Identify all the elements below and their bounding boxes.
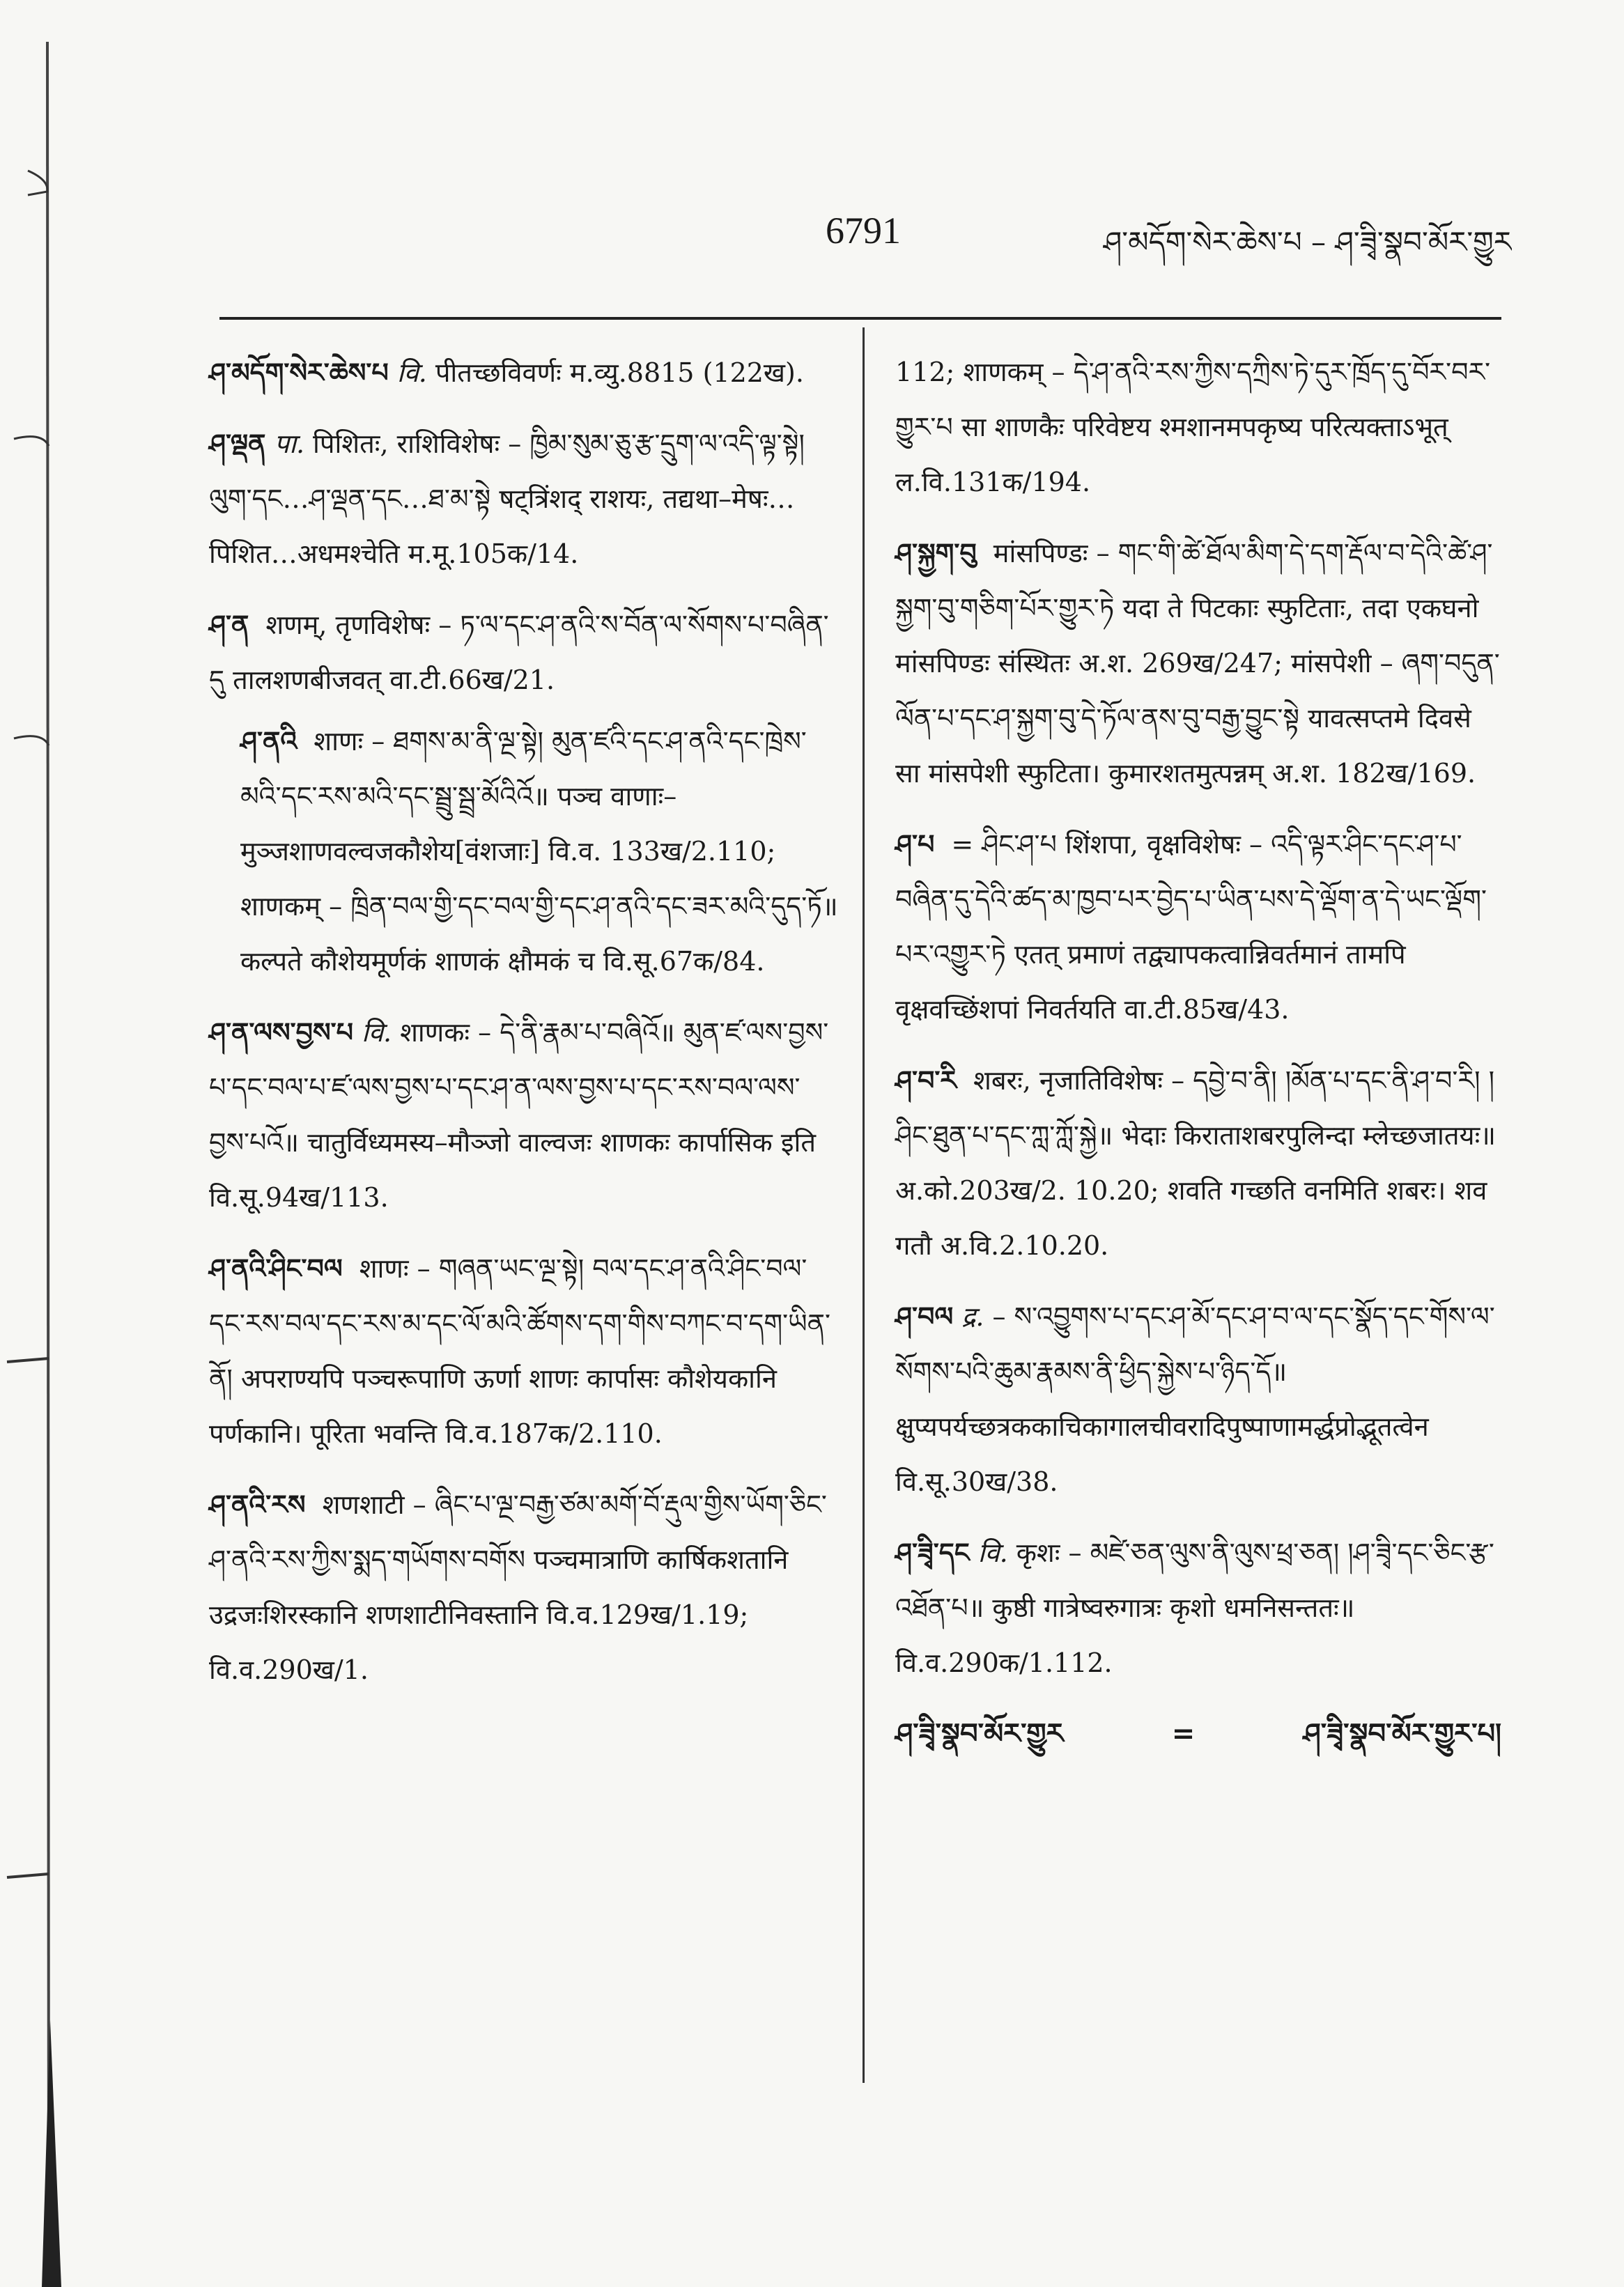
entry-body: शबरः, नृजातिविशेषः – དབྱེ་བ་ནི། །མོན་པ་དང་ནི་ཤ་བ་རི། །ཤིང་ཐུན་པ་དང་ཀླ་ཀློ་སྐྱེ॥ भेदाः किराताशबरपुलिन्दा म्लेच्छजातयः॥ अ.को.203ख/2. 10.20; शवति गच्छति वनमिति शबरः। शव गतौ अ.वि.2.10.20. bbox=[895, 1065, 1497, 1261]
entry-body: मांसपिण्डः – གང་གི་ཚེ་ཐོལ་མིག་དེ་དག་རྡོལ་བ་དེའི་ཚེ་ཤ་སྐྱག་བུ་གཅིག་པོར་གྱུར་ཏེ यदा ते पिटकाः स्फुटिताः, तदा एकघनो मांसपिण्डः संस्थितः अ.श. 269ख/247; मांसपेशी – ཞག་བདུན་ལོན་པ་དང་ཤ་སྐྱག་བུ་དེ་ཏོལ་ནས་བུ་བརྒྱ་བྱུང་སྟེ यावत्सप्तमे दिवसे सा मांसपेशी स्फुटिता। कुमारशतमुत्पन्नम् अ.श. 182ख/169. bbox=[895, 538, 1500, 789]
entry-grammar: पा. bbox=[274, 428, 305, 459]
entry-headword: ཤ་ནའི་ཤིང་བལ bbox=[209, 1253, 343, 1284]
entry-headword: ཤ་ན་ལས་བྱས་པ bbox=[209, 1016, 353, 1048]
entry-headword: ཤ་ལྡན bbox=[209, 428, 266, 459]
entry-headword: ཤ་སྐྱག་བུ bbox=[895, 537, 977, 568]
entry-body: कृशः – མཛེ་ཅན་ལུས་ནི་ལུས་ཕྲ་ཅན། །ཤ་ཟྭི་དང་ཅིང་རྩ་འཐོན་པ॥ कुष्ठी गात्रेष्वरुगात्रः कृशो धमनिसन्ततः॥ वि.व.290क/1.112. bbox=[895, 1537, 1494, 1678]
dictionary-entry bbox=[209, 416, 840, 582]
entry-headword: ཤ་བ་རི bbox=[895, 1064, 957, 1096]
dictionary-entry bbox=[209, 1477, 840, 1698]
dictionary-entry bbox=[209, 1005, 840, 1225]
dictionary-entry bbox=[895, 816, 1501, 1037]
entry-body: शणम्, तृणविशेषः – ཏ་ལ་དང་ཤ་ནའི་ས་བོན་ལ་སོགས་པ་བཞིན་དུ तालशणबीजवत् वा.टी.66ख/21. bbox=[209, 610, 829, 695]
dictionary-subentry bbox=[209, 713, 840, 989]
entry-headword: ཤ་མདོག་སེར་ཆེས་པ bbox=[209, 357, 389, 388]
page-number: 6791 bbox=[826, 210, 901, 251]
entry-body: – ས་འབྱུགས་པ་དང་ཤ་མོ་དང་ཤ་བ་ལ་དང་སྣོད་དང་གོས་ལ་སོགས་པའི་ཆུམ་རྣམས་ནི་ཕྱིད་སྐྱེས་པ་ཉིད་དོ॥ क्षुप्यपर्यच्छत्रककाचिकागालचीवरादिपुष्पाणामर्द्धप्रोद्भूतत्वेन वि.सू.30ख/38. bbox=[895, 1301, 1495, 1497]
entry-headword: ཤ་ཟྭི་དང bbox=[895, 1537, 970, 1568]
dictionary-entry bbox=[895, 1053, 1501, 1273]
dictionary-entry bbox=[209, 345, 840, 401]
dictionary-entry bbox=[209, 597, 840, 708]
entry-body: शणशाटी – ཞིང་པ་ལྔ་བརྒྱ་ཙམ་མགོ་བོ་རྡུལ་གྱིས་ཡོག་ཅིང་ཤ་ནའི་རས་ཀྱིས་སྨད་གཡོགས་བགོས पञ्चमात्राणि कार्षिकशतानि उद्रजःशिरस्कानि शणशाटीनिवस्तानि वि.व.129ख/1.19; वि.व.290ख/1. bbox=[209, 1489, 827, 1685]
entry-grammar: वि. bbox=[362, 1017, 392, 1048]
dictionary-entry-continuation bbox=[895, 345, 1501, 510]
header-rule bbox=[219, 317, 1501, 320]
entry-grammar: वि. bbox=[396, 357, 427, 388]
dictionary-entry bbox=[895, 525, 1501, 801]
entry-body: पीतच्छविवर्णः म.व्यु.8815 (122ख). bbox=[435, 357, 804, 388]
entry-headword: ཤ་བལ bbox=[895, 1301, 954, 1332]
entry-grammar: द्र. bbox=[961, 1301, 984, 1332]
cross-reference-target: ཤ་ཟྭི་སྣབ་མོར་གྱུར་པ། bbox=[1303, 1717, 1501, 1750]
entry-grammar: वि. bbox=[977, 1537, 1008, 1568]
right-column bbox=[895, 345, 1501, 1761]
dictionary-entry bbox=[895, 1289, 1501, 1510]
equals-sign: = bbox=[1171, 1717, 1196, 1750]
entry-body: शाणः – ཐགས་མ་ནི་ལྔ་སྟེ། མུན་ཛའི་དང་ཤ་ནའི་དང་ཁྲེས་མའི་དང་རས་མའི་དང་སྦྲུ་སྦྲ་མོའིའོ॥ पञ्च वाणाः–मुञ्जशाणवल्वजकौशेय[वंशजाः] वि.व. 133ख/2.110; शाणकम् – ཁྲིན་བལ་གྱི་དང་བལ་གྱི་དང་ཤ་ནའི་དང་ཟར་མའི་དུད་ཏོ॥ कल्पते कौशेयमूर्णकं शाणकं क्षौमकं च वि.सू.67क/84. bbox=[240, 726, 838, 977]
column-rule bbox=[863, 327, 865, 2083]
entry-body: शाणकः – དེ་ནི་རྣམ་པ་བཞིའོ॥ མུན་ཛ་ལས་བྱས་པ་དང་བལ་པ་ཛ་ལས་བྱས་པ་དང་ཤ་ན་ལས་བྱས་པ་དང་རས་བལ་ལས་བྱས་པའོ॥ चातुर्विध्यमस्य–मौञ्जो वाल्वजः शाणकः कार्पासिक इति वि.सू.94ख/113. bbox=[209, 1017, 829, 1213]
cross-reference-entry bbox=[895, 1706, 1501, 1761]
entry-headword: ཤ་པ bbox=[895, 828, 935, 860]
entry-headword: ཤ་ནའི bbox=[240, 725, 297, 757]
binding-edge-decoration bbox=[0, 0, 63, 2287]
running-head: ཤ་མདོག་སེར་ཆེས་པ – ཤ་ཟྭི་སྣབ་མོར་གྱུར bbox=[1103, 225, 1512, 259]
entry-headword: ཤ་ནའི་རས bbox=[209, 1489, 306, 1520]
left-column bbox=[209, 345, 840, 1713]
entry-body: = ཤིང་ཤ་པ शिंशपा, वृक्षविशेषः – འདི་ལྟར་ཤིང་དང་ཤ་པ་བཞིན་དུ་དེའི་ཚད་མ་ཁྱབ་པར་བྱེད་པ་ཡིན་པས་དེ་ལྡོག་ན་དེ་ཡང་ལྡོག་པར་འགྱུར་ཏེ एतत् प्रमाणं तद्व्यापकत्वान्निवर्तमानं तामपि वृक्षवच्छिंशपां निवर्तयति वा.टी.85ख/43. bbox=[895, 829, 1487, 1025]
entry-body: 112; शाणकम् – དེ་ཤ་ནའི་རས་ཀྱིས་དཀྲིས་ཏེ་དུར་ཁྲོད་དུ་བོར་བར་གྱུར་པ सा शाणकैः परिवेष्टय श्मशानमपकृष्य परित्यक्ताऽभूत् ल.वि.131क/194. bbox=[895, 357, 1491, 497]
entry-body: पिशितः, राशिविशेषः – ཁྱིམ་སུམ་ཅུ་རྩ་དྲུག་ལ་འདི་ལྟ་སྟེ། ལུག་དང…ཤ་ལྡན་དང…ཐ་མ་སྟེ षट्त्रिंशद् राशयः, तद्यथा–मेषः…पिशित…अधमश्चेति म.मू.105क/14. bbox=[209, 428, 805, 569]
entry-headword: ཤ་ཟྭི་སྣབ་མོར་གྱུར bbox=[895, 1717, 1064, 1750]
dictionary-entry bbox=[895, 1525, 1501, 1691]
entry-headword: ཤ་ན bbox=[209, 609, 249, 640]
entry-body: शाणः – གཞན་ཡང་ལྔ་སྟེ། བལ་དང་ཤ་ནའི་ཤིང་བལ་དང་རས་བལ་དང་རས་མ་དང་ལོ་མའི་ཚོགས་དག་གིས་བཀང་བ་དག་ཡིན་ནོ། अपराण्यपि पञ्चरूपाणि ऊर्णा शाणः कार्पासः कौशेयकानि पर्णकानि। पूरिता भवन्ति वि.व.187क/2.110. bbox=[209, 1253, 830, 1449]
dictionary-entry bbox=[209, 1241, 840, 1462]
